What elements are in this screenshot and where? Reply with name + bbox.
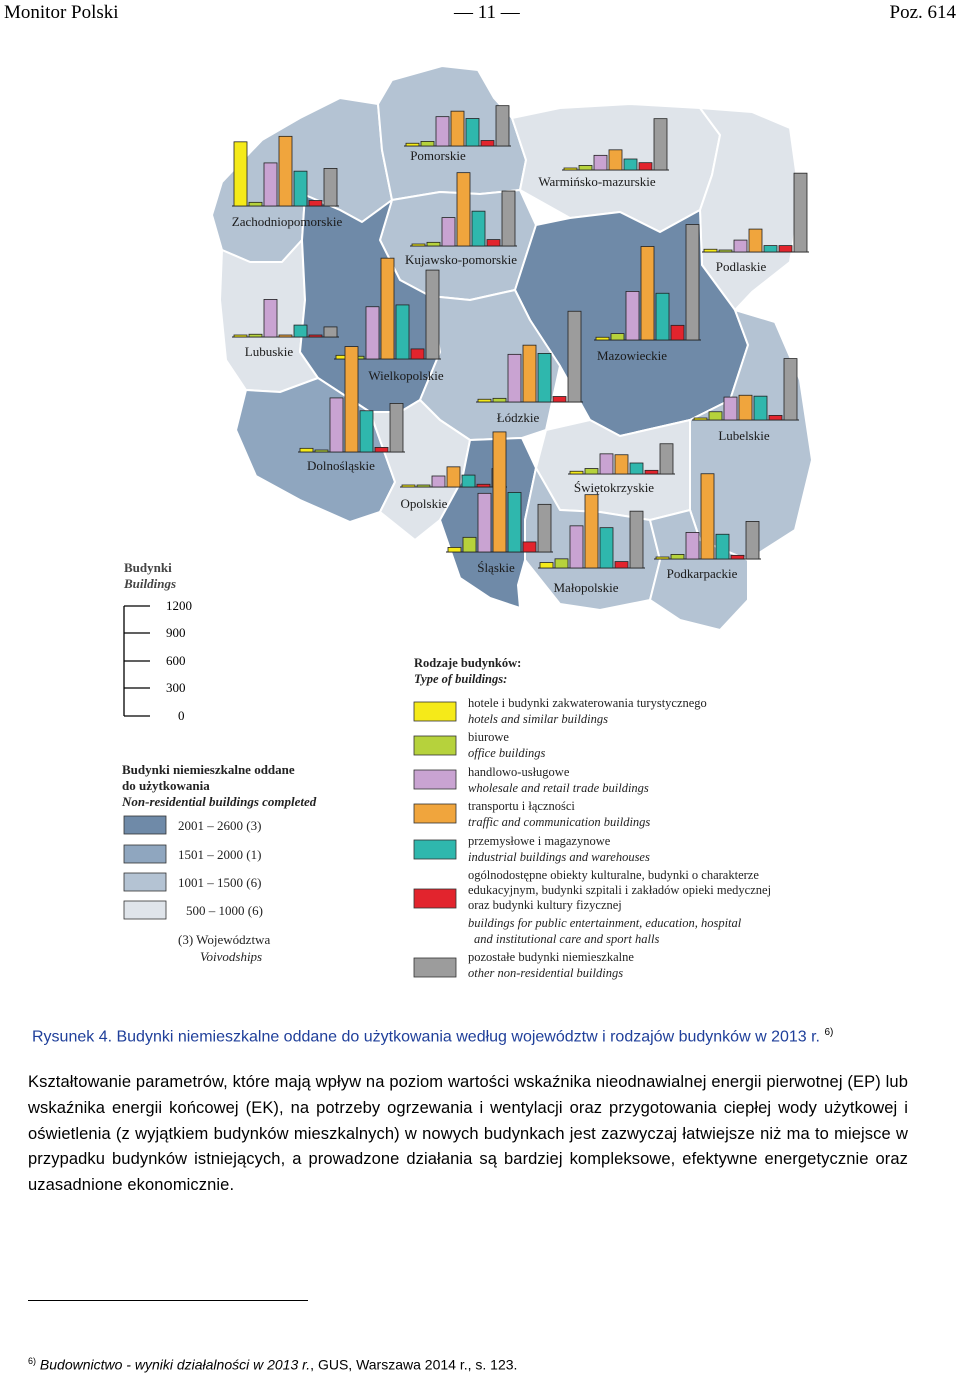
bar-zachodniopomorskie-offices [249, 202, 262, 206]
bar-lubuskie-trade [264, 299, 277, 337]
bar-swietokrzyskie-trade [600, 454, 613, 474]
bar-warminsko-hotels [564, 168, 577, 170]
type-label-hotels-en: hotels and similar buildings [468, 712, 608, 726]
bar-podlaskie-industrial [764, 246, 777, 252]
bar-warminsko-transport [609, 150, 622, 170]
scale-tick-900: 900 [166, 625, 186, 640]
type-label-offices-en: office buildings [468, 746, 546, 760]
region-label-mazowieckie: Mazowieckie [596, 348, 668, 363]
bar-malopolskie-industrial [600, 528, 613, 568]
bar-zachodniopomorskie-other [324, 168, 337, 206]
type-label-trade-en: wholesale and retail trade buildings [468, 781, 649, 795]
type-swatch-transport [414, 804, 456, 823]
type-label-transport-en: traffic and communication buildings [468, 815, 651, 829]
bar-pomorskie-offices [421, 141, 434, 146]
type-label-public-en-2: and institutional care and sport halls [474, 932, 660, 946]
scale-title-en: Buildings [124, 576, 177, 591]
type-label-offices: biurowe [468, 730, 509, 744]
bar-dolnoslaskie-hotels [300, 448, 313, 452]
type-swatch-hotels [414, 702, 456, 721]
header-page-number: — 11 — [454, 2, 520, 23]
footnote-divider [28, 1300, 308, 1301]
bar-lubelskie-transport [739, 395, 752, 420]
bar-malopolskie-hotels [540, 563, 553, 569]
footnote-title: Budownictwo - wyniki działalności w 2013 r. [39, 1356, 311, 1373]
figure-caption-footnote-ref: 6) [824, 1027, 834, 1038]
bar-malopolskie-transport [585, 495, 598, 568]
type-label-public-2: edukacyjnym, budynki szpitali i zakładów opieki medycznej [468, 883, 772, 897]
footnote-marker: 6) [28, 1356, 37, 1366]
bar-swietokrzyskie-transport [615, 455, 628, 474]
density-label-1: 2001 – 2600 (3) [178, 818, 262, 833]
type-label-public-en-1: buildings for public entertainment, education, hospital [468, 916, 742, 930]
bar-pomorskie-public [481, 141, 494, 147]
bar-warminsko-public [639, 163, 652, 170]
bar-lubuskie-hotels [234, 335, 247, 337]
bar-lodzkie-industrial [538, 353, 551, 402]
scale-title: Budynki [124, 560, 172, 575]
bar-mazowieckie-industrial [656, 293, 669, 340]
bar-dolnoslaskie-offices [315, 450, 328, 452]
bar-lubelskie-other [784, 359, 797, 420]
bar-opolskie-trade [432, 476, 445, 487]
bar-opolskie-industrial [462, 475, 475, 487]
bar-podkarpackie-industrial [716, 534, 729, 559]
bar-mazowieckie-public [671, 325, 684, 340]
bar-podlaskie-offices [719, 250, 732, 252]
type-label-industrial: przemysłowe i magazynowe [468, 834, 611, 848]
region-label-warminsko: Warmińsko-mazurskie [538, 174, 656, 189]
bar-warminsko-trade [594, 155, 607, 170]
bar-mazowieckie-other [686, 225, 699, 341]
bar-pomorskie-trade [436, 117, 449, 146]
bar-podlaskie-hotels [704, 249, 717, 252]
bar-lubelskie-public [769, 415, 782, 420]
bar-lubelskie-trade [724, 397, 737, 420]
type-label-industrial-en: industrial buildings and warehouses [468, 850, 650, 864]
bar-lodzkie-other [568, 311, 581, 402]
body-paragraph: Kształtowanie parametrów, które mają wpływ na poziom wartości wskaźnika nieodnawialnej energii pierwotnej (EP) lub wskaźnika energii końcowej (EK), na potrzeby ogrzewania i wentylacji oraz przygotowania ciepłej wody użytkowej i oświetlenia (z wyjątkiem budynków mieszkalnych) w nowych budynkach jest zazwyczaj łatwiejsze niż ma to miejsce w przypadku budynków istniejących, a prowadzone działania są bardziej kompleksowe, efektywne energetycznie oraz uzasadnione ekonomicznie. [28, 1073, 908, 1195]
type-label-trade: handlowo-usługowe [468, 765, 570, 779]
bar-dolnoslaskie-industrial [360, 411, 373, 452]
bar-swietokrzyskie-industrial [630, 463, 643, 474]
bar-wielkopolskie-transport [381, 258, 394, 359]
bar-lubuskie-public [309, 335, 322, 337]
bar-podkarpackie-offices [671, 554, 684, 559]
bar-wielkopolskie-industrial [396, 305, 409, 359]
density-label-3: 1001 – 1500 (6) [178, 875, 262, 890]
bar-slaskie-other [538, 504, 551, 552]
scale-tick-600: 600 [166, 653, 186, 668]
bar-opolskie-public [477, 484, 490, 487]
bar-kujawsko-transport [457, 173, 470, 246]
bar-lubelskie-industrial [754, 396, 767, 420]
region-label-lubelskie: Lubelskie [718, 428, 770, 443]
region-label-podlaskie: Podlaskie [715, 259, 767, 274]
scale-tick-0: 0 [178, 708, 185, 723]
density-legend-title: Budynki niemieszkalne oddane [122, 762, 295, 777]
bar-mazowieckie-offices [611, 334, 624, 340]
bar-podkarpackie-transport [701, 474, 714, 559]
bar-swietokrzyskie-other [660, 444, 673, 474]
bar-lubuskie-offices [249, 334, 262, 337]
type-swatch-other [414, 958, 456, 977]
scale-tick-1200: 1200 [166, 598, 192, 613]
bar-lodzkie-hotels [478, 399, 491, 402]
bar-pomorskie-transport [451, 111, 464, 146]
bar-slaskie-trade [478, 493, 491, 552]
type-label-other-en: other non-residential buildings [468, 966, 624, 980]
type-label-hotels: hotele i budynki zakwaterowania turystycznego [468, 696, 707, 710]
region-label-lodzkie: Łódzkie [496, 410, 540, 425]
region-label-lubuskie: Lubuskie [244, 344, 294, 359]
bar-kujawsko-other [502, 191, 515, 246]
type-label-public-3: oraz budynki kultury fizycznej [468, 898, 622, 912]
bar-podkarpackie-trade [686, 532, 699, 559]
bar-podlaskie-public [779, 246, 792, 252]
density-legend-title-2: do użytkowania [122, 778, 210, 793]
bar-wielkopolskie-trade [366, 307, 379, 359]
region-label-kujawsko: Kujawsko-pomorskie [405, 252, 517, 267]
bar-pomorskie-other [496, 106, 509, 146]
region-label-malopolskie: Małopolskie [553, 580, 619, 595]
bar-pomorskie-industrial [466, 119, 479, 147]
bar-malopolskie-trade [570, 526, 583, 568]
bar-malopolskie-public [615, 562, 628, 568]
bar-lubelskie-hotels [694, 418, 707, 420]
bar-wielkopolskie-public [411, 349, 424, 359]
type-swatch-industrial [414, 840, 456, 859]
bar-lubelskie-offices [709, 412, 722, 420]
bar-lodzkie-trade [508, 354, 521, 402]
scale-tick-300: 300 [166, 680, 186, 695]
bar-lodzkie-public [553, 397, 566, 403]
bar-opolskie-offices [417, 485, 430, 487]
type-label-transport: transportu i łączności [468, 799, 575, 813]
region-label-opolskie: Opolskie [400, 496, 448, 511]
density-swatch-2 [124, 845, 166, 863]
bar-podlaskie-transport [749, 229, 762, 252]
type-legend-title: Rodzaje budynków: [414, 656, 522, 670]
bar-zachodniopomorskie-industrial [294, 171, 307, 206]
density-swatch-4 [124, 901, 166, 919]
bar-warminsko-offices [579, 165, 592, 170]
bar-slaskie-industrial [508, 492, 521, 552]
header-right: Poz. 614 [889, 2, 956, 23]
bar-kujawsko-industrial [472, 211, 485, 246]
bar-dolnoslaskie-transport [345, 347, 358, 452]
bar-warminsko-other [654, 119, 667, 170]
bar-zachodniopomorskie-trade [264, 163, 277, 206]
bar-lodzkie-offices [493, 398, 506, 402]
bar-warminsko-industrial [624, 159, 637, 170]
bar-podkarpackie-hotels [656, 557, 669, 559]
bar-slaskie-transport [493, 432, 506, 552]
region-label-slaskie: Śląskie [477, 560, 515, 575]
bar-podkarpackie-other [746, 521, 759, 559]
region-label-podkarpackie: Podkarpackie [666, 566, 738, 581]
region-label-wielkopolskie: Wielkopolskie [368, 368, 444, 383]
bar-dolnoslaskie-other [390, 403, 403, 452]
region-label-pomorskie: Pomorskie [410, 148, 466, 163]
bar-kujawsko-offices [427, 242, 440, 246]
bar-lubuskie-industrial [294, 325, 307, 337]
type-swatch-public [414, 889, 456, 908]
region-label-zachodniopomorskie: Zachodniopomorskie [231, 214, 343, 229]
bar-zachodniopomorskie-public [309, 201, 322, 207]
type-legend-title-en: Type of buildings: [414, 672, 508, 686]
footnote [28, 1356, 517, 1373]
type-label-public-1: ogólnodostępne obiekty kulturalne, budynki o charakterze [468, 868, 759, 882]
bar-swietokrzyskie-offices [585, 469, 598, 475]
header-left: Monitor Polski [4, 2, 119, 23]
type-label-other: pozostałe budynki niemieszkalne [468, 950, 634, 964]
bar-mazowieckie-hotels [596, 337, 609, 340]
footnote-source: , GUS, Warszawa 2014 r., s. 123. [310, 1356, 518, 1373]
bar-zachodniopomorskie-hotels [234, 142, 247, 206]
bar-lubuskie-other [324, 327, 337, 337]
bar-podkarpackie-public [731, 555, 744, 559]
density-swatch-1 [124, 816, 166, 834]
density-note-en: Voivodships [200, 949, 263, 964]
bar-lubuskie-transport [279, 335, 292, 337]
bar-slaskie-public [523, 542, 536, 552]
bar-pomorskie-hotels [406, 143, 419, 146]
bar-opolskie-hotels [402, 485, 415, 487]
bar-kujawsko-hotels [412, 244, 425, 246]
bar-malopolskie-offices [555, 559, 568, 568]
figure-caption [32, 1027, 833, 1046]
region-label-dolnoslaskie: Dolnośląskie [307, 458, 375, 473]
density-label-2: 1501 – 2000 (1) [178, 847, 262, 862]
bar-slaskie-hotels [448, 547, 461, 552]
bar-opolskie-transport [447, 467, 460, 487]
bar-podlaskie-other [794, 173, 807, 252]
bar-swietokrzyskie-public [645, 470, 658, 474]
density-label-4: 500 – 1000 (6) [186, 903, 263, 918]
figure-caption-text: Rysunek 4. Budynki niemieszkalne oddane do użytkowania według województw i rodzajów budynków w 2013 r. [32, 1028, 820, 1046]
bar-dolnoslaskie-trade [330, 398, 343, 452]
bar-slaskie-offices [463, 537, 476, 552]
region-label-swietokrzyskie: Świętokrzyskie [573, 480, 655, 495]
bar-swietokrzyskie-hotels [570, 471, 583, 474]
bar-mazowieckie-transport [641, 247, 654, 341]
bar-dolnoslaskie-public [375, 447, 388, 452]
bar-lodzkie-transport [523, 345, 536, 402]
bar-malopolskie-other [630, 511, 643, 568]
bar-wielkopolskie-other [426, 270, 439, 359]
density-swatch-3 [124, 873, 166, 891]
bar-mazowieckie-trade [626, 291, 639, 340]
bar-zachodniopomorskie-transport [279, 136, 292, 206]
type-swatch-trade [414, 770, 456, 789]
density-legend-title-en: Non-residential buildings completed [122, 794, 317, 809]
density-note: (3) Województwa [178, 932, 271, 947]
type-swatch-offices [414, 736, 456, 755]
bar-podlaskie-trade [734, 240, 747, 252]
bar-kujawsko-trade [442, 218, 455, 246]
bar-kujawsko-public [487, 240, 500, 246]
